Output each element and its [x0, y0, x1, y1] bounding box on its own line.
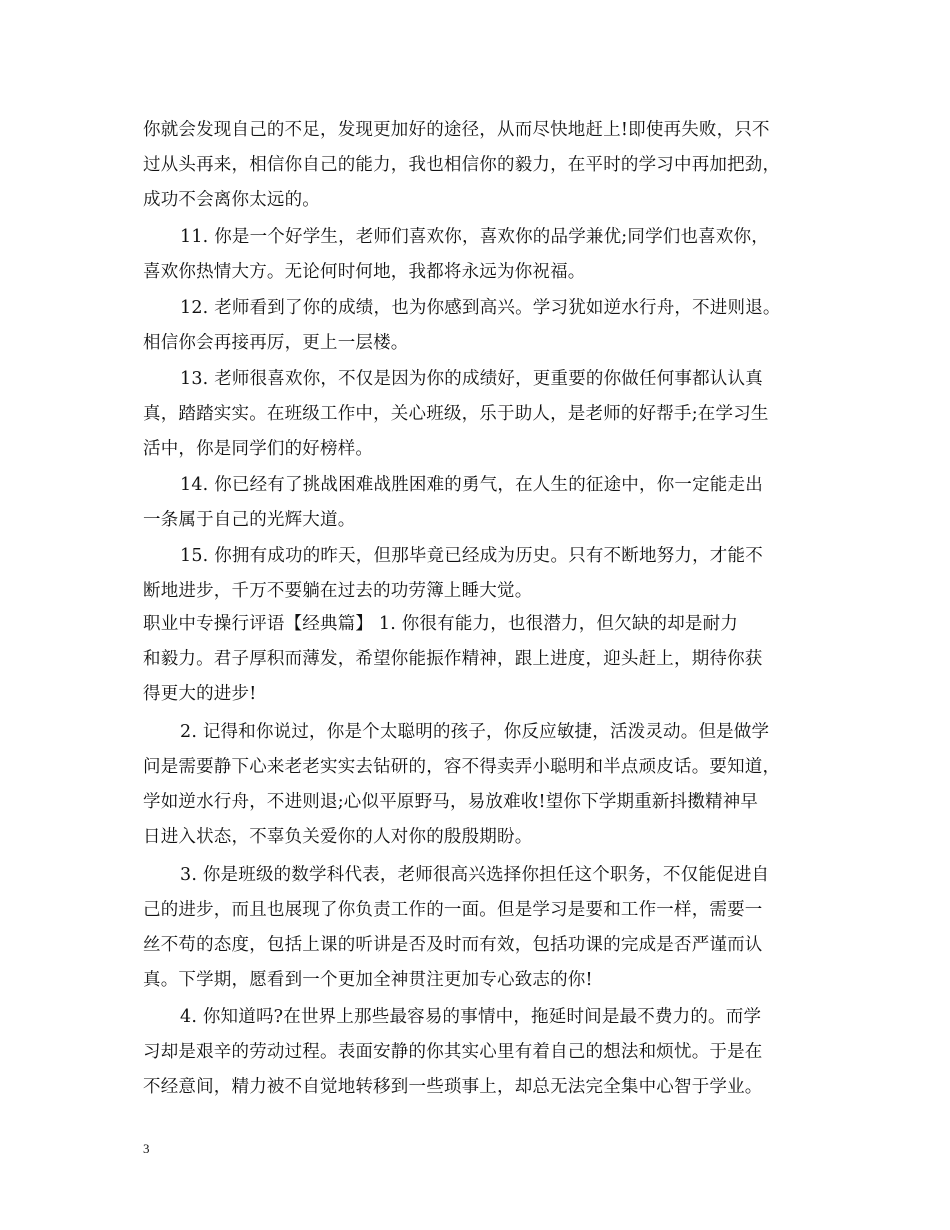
- comment-13-start: 13. 老师很喜欢你，不仅是因为你的成绩好，更重要的你做任何事都认认真: [180, 369, 763, 389]
- text-line: 和毅力。君子厚积而薄发，希望你能振作精神，跟上进度，迎头赶上，期待你获: [143, 649, 763, 669]
- comment-4-start: 4. 你知道吗?在世界上那些最容易的事情中，拖延时间是最不费力的。而学: [180, 1007, 762, 1027]
- text-line: 一条属于自己的光辉大道。: [143, 510, 356, 530]
- text-line: 己的进步，而且也展现了你负责工作的一面。但是学习是要和工作一样，需要一: [143, 900, 763, 920]
- text-line: 不经意间，精力被不自觉地转移到一些琐事上，却总无法完全集中心智于学业。: [143, 1077, 763, 1097]
- text-line: 喜欢你热情大方。无论何时何地，我都将永远为你祝福。: [143, 262, 586, 282]
- comment-15-start: 15. 你拥有成功的昨天，但那毕竟已经成为历史。只有不断地努力，才能不: [180, 546, 763, 566]
- text-line: 问是需要静下心来老老实实去钻研的，容不得卖弄小聪明和半点顽皮话。要知道，: [143, 757, 781, 777]
- page-number: 3: [143, 1141, 150, 1156]
- comment-3-start: 3. 你是班级的数学科代表，老师很高兴选择你担任这个职务，不仅能促进自: [180, 865, 770, 885]
- comment-12-start: 12. 老师看到了你的成绩，也为你感到高兴。学习犹如逆水行舟，不进则退。: [180, 298, 781, 318]
- section-heading-line: 职业中专操行评语【经典篇】 1. 你很有能力，也很潜力，但欠缺的却是耐力: [143, 614, 739, 634]
- text-line: 你就会发现自己的不足，发现更加好的途径，从而尽快地赶上!即使再失败，只不: [143, 120, 770, 140]
- text-line: 真。下学期，愿看到一个更加全神贯注更加专心致志的你!: [143, 970, 593, 990]
- text-line: 成功不会离你太远的。: [143, 190, 320, 210]
- text-line: 日进入状态，不辜负关爱你的人对你的殷殷期盼。: [143, 827, 533, 847]
- text-line: 得更大的进步!: [143, 684, 257, 704]
- text-line: 过从头再来，相信你自己的能力，我也相信你的毅力，在平时的学习中再加把劲，: [143, 155, 781, 175]
- text-line: 断地进步，千万不要躺在过去的功劳簿上睡大觉。: [143, 581, 533, 601]
- text-line: 学如逆水行舟，不进则退;心似平原野马，易放难收!望你下学期重新抖擞精神早: [143, 792, 759, 812]
- text-line: 习却是艰辛的劳动过程。表面安静的你其实心里有着自己的想法和烦忧。于是在: [143, 1042, 763, 1062]
- text-line: 相信你会再接再厉，更上一层楼。: [143, 333, 409, 353]
- comment-11-start: 11. 你是一个好学生，老师们喜欢你，喜欢你的品学兼优;同学们也喜欢你，: [180, 227, 769, 247]
- comment-2-start: 2. 记得和你说过，你是个太聪明的孩子，你反应敏捷，活泼灵动。但是做学: [180, 722, 770, 742]
- text-line: 真，踏踏实实。在班级工作中，关心班级，乐于助人，是老师的好帮手;在学习生: [143, 404, 769, 424]
- comment-14-start: 14. 你已经有了挑战困难战胜困难的勇气，在人生的征途中，你一定能走出: [180, 475, 763, 495]
- text-line: 活中，你是同学们的好榜样。: [143, 439, 374, 459]
- text-line: 丝不苟的态度，包括上课的听讲是否及时而有效，包括功课的完成是否严谨而认: [143, 935, 763, 955]
